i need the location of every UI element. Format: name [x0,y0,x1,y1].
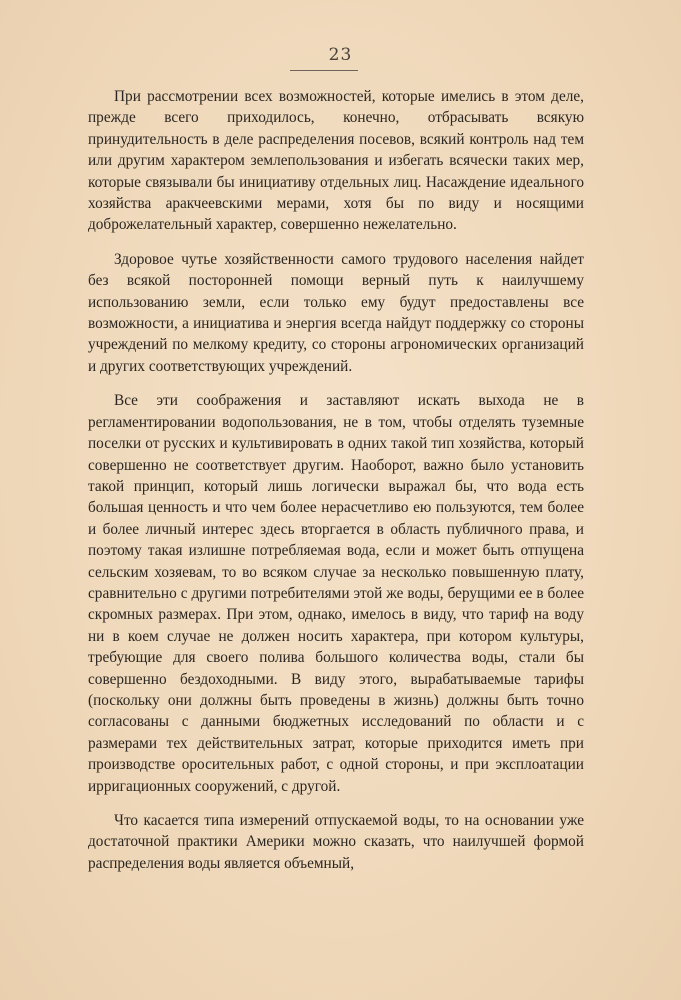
body-text [88,86,584,887]
paragraph-4: Что касается типа измерений отпускаемой воды, то на основании уже достаточной практики Америки можно сказать, что наилучшей формой распределения воды является объемный, [88,812,584,872]
page-number: 23 [328,45,353,65]
paragraph-2: Здоровое чутье хозяйственности самого трудового населения найдет без всякой посторонней помощи верный путь к наилучшему использованию земли, если только ему будут предоставлены все возможности, а инициатива и энергия всегда найдут поддержку со стороны учреждений по мелкому кредиту, со стороны агрономических организаций и других соответствующих учреждений. [88,250,584,375]
page-number-rule [290,70,358,71]
paragraph-1: При рассмотрении всех возможностей, которые имелись в этом деле, прежде всего приходилось, конечно, отбрасывать всякую принудительность в деле распределения посевов, всякий контроль над тем или другим характером землепользования и избегать всячески таких мер, которые связывали бы инициативу отдельных лиц. Насаждение идеального хозяйства аракчеевскими мерами, хотя бы по виду и носящими доброжелательный характер, совершенно нежелательно. [88,88,584,234]
paragraph-3: Все эти соображения и заставляют искать выхода не в регламентировании водопользования, не в том, чтобы отделять туземные поселки от русских и культивировать в одних такой тип хозяйства, который совершенно не соответствует другим. Наоборот, важно было установить такой принцип, который лишь логически выражал бы, что вода есть большая ценность и что чем более нерасчетливо ею пользуются, тем более и более личный интерес здесь вторгается в область публичного права, и поэтому такая излишне потребляемая вода, если и может быть отпущена сельским хозяевам, то во всяком случае за несколько повышенную плату, сравнительно с другими потребителями этой же воды, берущими ее в более скромных размерах. При этом, однако, имелось в виду, что тариф на воду ни в коем случае не должен носить характера, при котором культуры, требующие для своего полива большого количества воды, стали бы совершенно бездоходными. В виду этого, вырабатываемые тарифы (поскольку они должны быть проведены в жизнь) должны быть точно согласованы с данными бюджетных исследований по области и с размерами тех действительных затрат, которые приходится иметь при производстве оросительных работ, с одной стороны, и при эксплоатации ирригационных сооружений, с другой. [88,392,584,795]
